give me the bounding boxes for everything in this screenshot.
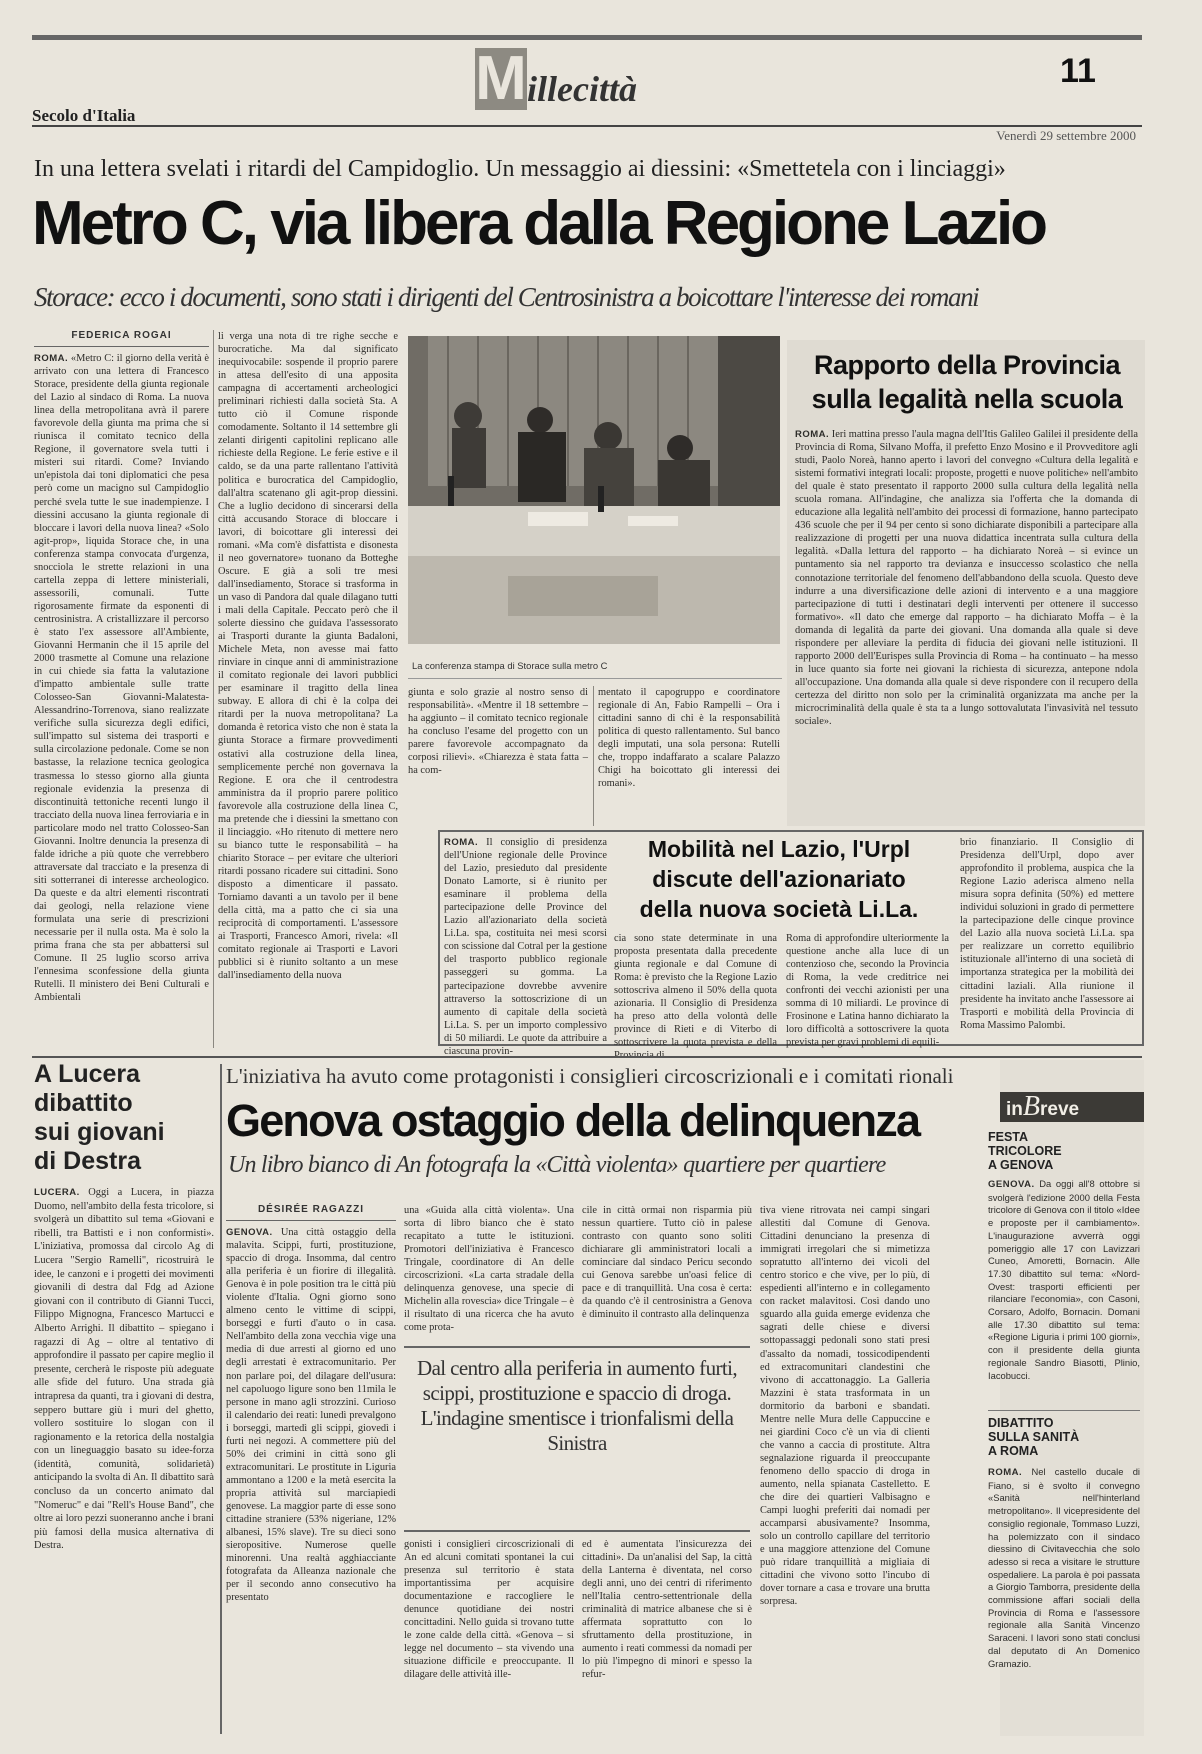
lucera-headline-1: A Lucera (34, 1060, 141, 1088)
main-col-2 (218, 330, 398, 1048)
issue-date: Venerdì 29 settembre 2000 (996, 128, 1136, 143)
main-col-3 (408, 686, 588, 826)
genova-col-4-text: tiva viene ritrovata nei campi singari allestiti dal Comune di Genova. Cittadini denunciano la presenza di immigrati irregolari che si mimetizza sopratutto all'interno dei vicoli del centro storico e che vive, per lo più, di espedienti all'interno e in collegamento con racket malavitosi. Così dando uno sguardo alla guida emerge evidenza che sagrati delle chiese e diversi sottopassaggi pedonali sono stati presi d'assalto da nomadi, tossicodipendenti ed extracomunitari clandestini che vivono di accattonaggio. La Galleria Mazzini è stata trasformata in un dormitorio da barboni e sbandati. Mentre nelle Mura delle Cappuccine e nei giardini Coco c'è un via di clienti che vanno a caccia di prostitute. Altra segnalazione riguarda il preoccupante fenomeno dello spaccio di droga in aumento, nella spianata Castelletto. E che dire dei quartieri Valbisagno e Campi luoghi preferiti dai nomadi per accamparsi abusivamente? Insomma, solo un controllo capillare del territorio e una maggiore attenzione del Comune può ridare tranquillità a migliaia di cittadini che vivono sotto l'incubo di dover tornare a casa e trovare una brutta sorpresa. (760, 1205, 930, 1608)
genova-callout: Dal centro alla periferia in aumento furti, scippi, prostituzione e spaccio di droga. L'indagine smentisce i trionfalismi della Sinistra (417, 1356, 737, 1455)
page-number: 11 (1060, 52, 1096, 90)
lucera-text (34, 1186, 214, 1553)
lucera-headline-3: sui giovani (34, 1118, 165, 1146)
genova-subheadline: Un libro bianco di An fotografa la «Città violenta» quartiere per quartiere (228, 1152, 886, 1178)
main-col-3-text: giunta e solo grazie al nostro senso di responsabilità». «Mentre il 18 settembre – ha aggiunto – il comitato tecnico regionale ha concluso l'esame del progetto con un parere favorevole accompagnato da corposi rilievi». «Chiarezza è stata fatta – ha com- (408, 687, 588, 777)
main-col-4-text: mentato il capogruppo e coordinatore regionale di An, Fabio Rampelli – Ora i cittadini sanno di chi è la responsabilità politica di questo rallentamento. Sul banco degli imputati, una sola persona: Rutelli che, troppo indaffarato a scalare Palazzo Chigi ha boicottato gli interessi dei romani». (598, 687, 780, 790)
genova-kicker: L'iniziativa ha avuto come protagonisti i consiglieri circoscrizionali e i comitati rionali (226, 1064, 954, 1088)
section-logo (475, 44, 637, 118)
mobilita-col-4 (960, 836, 1134, 1038)
in-breve-reve: reve (1040, 1099, 1080, 1120)
main-dateline: ROMA. (34, 353, 69, 364)
provincia-body-text: Ieri mattina presso l'aula magna dell'Itis Galileo Galilei il presidente della Provincia di Roma, Silvano Moffa, il prefetto Enzo Mosino e il Provveditore agli studi, Paolo Noreà, hanno aperto i lavori del convegno «Cultura della legalità e sistemi formativi integrati locali: proposte, progetti e nuove politiche» nell'ambito del quale è stato presentato il rapporto 2000 sulla cultura della legalità nella scuola romana. All'indagine, che analizza sia l'offerta che la domanda di educazione alla legalità nell'ambito dei processi di formazione, hanno partecipato 436 scuole che per il 94 per cento si sono dichiarate disponibili a partecipare alla realizzazione di progetti per una nuova didattica incentrata sulla cultura della legalità. «Dalla lettura del rapporto – ha dichiarato Noreà – si evince un puntamento sia nel rapporto tra devianza e insuccesso scolastico che nella connotazione territoriale del fenomeno dell'abbandono della scuola. Questo deve indurre a una diversificazione delle azioni di intervento e a una maggiore partecipazione di tutti i destinatari degli interventi per ottenere il successo formativo». «Il dato che emerge dal rapporto – ha dichiarato Moffa – è la domanda di legalità da parte dei giovani. Una domanda alla quale si deve rispondere per alleviare la perdita di fiducia dei giovani nelle istituzioni. Il rapporto 2000 dell'Eurispes sulla Provincia di Roma – ha continuato – ha messo in luce quanto sia forte nei giovani la richiesta di sicurezza, antepone ndola all'occupazione. Una domanda alla quale si deve rispondere con il recupero della certezza del diritto non solo per la criminalità organizzata ma anche per la microcriminalità della quale è sta ta a lungo sottovalutata l'invasività nel tessuto sociale». (795, 429, 1138, 728)
masthead-rule (32, 125, 1142, 127)
main-col-1 (34, 352, 209, 1048)
in-breve-in: in (1006, 1099, 1023, 1120)
lucera-headline-2: dibattito (34, 1089, 133, 1117)
top-rule (32, 35, 1142, 40)
main-subheadline: Storace: ecco i documenti, sono stati i dirigenti del Centrosinistra a boicottare l'interesse dei romani (34, 282, 979, 312)
breve-2-title (988, 1416, 1144, 1458)
byline-rule (34, 346, 209, 347)
photo-caption: La conferenza stampa di Storace sulla metro C (412, 660, 608, 671)
genova-col-1-text (226, 1226, 396, 1604)
provincia-text (795, 428, 1138, 728)
press-conference-photo (408, 336, 780, 644)
main-col-1-body: «Metro C: il giorno della verità è arrivato con una lettera di Francesco Storace, presidente della giunta regionale del Lazio al sindaco di Roma. La nuova linea della metropolitana avrà il parere favorevole della giunta ma prima che si riunisca il comitato tecnico della Regione, il governatore svela tutti i misteri sui ritardi. Come? Inviando un'epistola dai toni diplomatici che pesa però come un macigno sul Campidoglio perché svela tutte le sue inadempienze. I diessini accusano la giunta regionale di bloccare i lavori della nuova linea? «Solo agit-prop», liquida Storace che, in una conferenza stampa convocata d'urgenza, snocciola le strette relazioni in una cartella zeppa di lettere ministeriali, assessorili, comunali. Tutte rigorosamente firmate da esponenti di centrosinistra. A cristallizzare il percorso è stato l'ex assessore all'Ambiente, Giovanni Hermanin che il 15 aprile del 2000 trasmette al Comune una relazione in cui chiede sia fatta la valutazione d'impatto ambientale sulle tratte Colosseo-San Giovanni-Malatesta-Alessandrino-Torrenova, siano realizzate verifiche sulla sicurezza degli edifici, sull'impatto sul sistema dei trasporti e sulla circolazione pedonale. Come se non bastasse, la relazione tecnica geologica trasmessa lo stesso giorno alla giunta regionale evidenzia la presenza di discontinuità tettoniche recenti lungo il tracciato della nuova linea ferroviaria e in particolare modo nel tratto Colosseo-San Giovanni. Inoltre denuncia la presenza di falde idriche a più quote che verrebbero attraversate dal tracciato e la presenza di siti sotterranei di interesse archeologico. Da queste e da altri elementi riscontrati dai geologi, nella relazione viene formulata una serie di prescrizioni necessarie per il nulla osta. Ma è solo la prima frana che sta per abbattersi sul Comune. Il 25 luglio scorso arriva l'ennesima sconfessione della giunta Rutelli. Il ministero dei Beni Culturali e Ambientali (34, 353, 209, 1004)
mobilita-col-1 (444, 836, 607, 1057)
main-kicker: In una lettera svelati i ritardi del Campidoglio. Un messaggio ai diessini: «Smettetela con i linciaggi» (34, 156, 1006, 182)
genova-byline: DÉSIRÉE RAGAZZI (257, 1204, 365, 1215)
genova-col-5-text: gonisti i consiglieri circoscrizionali di An ed alcuni comitati spontanei la cui presenza sul territorio è stata importantissima per acquisire documentazione e raccogliere le denunce quotidiane dei nostri concittadini. Nello guida si trovano tutte le zone calde della città. «Genova – si legge nel documento – sta vivendo una situazione difficile e preoccupante. Il dilagare delle attività ille- (404, 1539, 574, 1681)
breve-2-title-3: A ROMA (988, 1444, 1039, 1458)
section-initial: M (475, 44, 527, 113)
breve-2-text (988, 1466, 1140, 1670)
lucera-body (34, 1186, 214, 1734)
breve-1-title-3: A GENOVA (988, 1158, 1054, 1172)
mobilita-col-3 (786, 932, 949, 1049)
breve-2-body-text: Nel castello ducale di Fiano, si è svolto il convegno «Sanità nell'hinterland metropolitano». Il vicepresidente del consiglio regionale, Tommaso Luzzi, ha polemizzato con il sindaco diessino di Civitavecchia che solo adesso si reca a visitare le strutture ospedaliere. La parola è poi passata a Giorgio Tamborra, presidente della commissione affari sociali della Provincia di Roma e l'assessore regionale alla Sanità Vincenzo Saraceni. I lavori sono stati conclusi dal deputato di An Domenico Gramazio. (988, 1466, 1140, 1669)
in-breve-header (1000, 1092, 1144, 1122)
breve-divider (988, 1410, 1140, 1411)
lucera-body-text: Oggi a Lucera, in piazza Duomo, nell'ambito della festa tricolore, si svolgerà un dibattito sul tema «Giovani e ribelli, tra Battisti e i non conformisti». L'iniziativa, promossa dal circolo Ag di Lucera "Sergio Ramelli", ricostruirà le idee, le canzoni e i progetti dei movimenti giovanili di destra dal Fdg ad Azione giovani con il contributo di Gianni Tucci, Filippo Mignogna, Francesco Martucci e Alberto Arrighi. Il dibattito – spiegano i ragazzi di Ag – oltre al tentativo di approfondire il passato per capire meglio il presente, cercherà le risposte più adeguate alle sfide del futuro. Una strada già intrapresa da quanti, tra i giovani di destra, seppero buttare giù i muri del ghetto, vollero sostituire lo slogan con il ragionamento e la retorica della nostalgia con un lineguaggio basato su idee-forza (identità, comunità, solidarietà) anticipando la svolta di An. Il dibattito sarà concluso da un concerto animato dal "Nomeruc" e dai "Rell's House Band", che oltre ai loro pezzi suoneranno anche i brani più famosi della musica alternativa di Destra. (34, 1187, 214, 1552)
provincia-headline-1: Rapporto della Provincia (813, 350, 1121, 380)
genova-headline: Genova ostaggio della delinquenza (226, 1095, 920, 1146)
genova-col-1-body: Una città ostaggio della malavita. Scippi, furti, prostituzione, spaccio di droga. Insomma, dal centro alla periferia è un fiorire di illegalità. Genova è in pole position tra le città più violente d'Italia. Ogni giorno sono almeno cento le vittime di scippi, borseggi e furti d'auto o in casa. Nell'ambito della zona vecchia vige una media di due arresti al giorno ed uno degli arrestati è extracomunitario. Per non parlare poi, del dilagare dell'usura: nel capoluogo ligure sono ben 11mila le persone in mano agli strozzini. Curioso il calendario dei reati: lunedì prevalgono i borseggi, martedì gli scippi, giovedì i furti nei negozi. A commettere più del 50% dei crimini in città sono gli extracomunitari. Le prostitute in Liguria ammontano a 1200 e la metà esercita la propria attività sul marciapiedi genovese. La maggior parte di esse sono cittadine straniere (53% nigeriane, 12% albanesi, 15% slave). Tre su dieci sono sieropositive. Numerose quelle minorenni. Una realtà agghiacciante fotografata da Alleanza nazionale che per il secondo anno consecutivo ha presentato (226, 1227, 396, 1604)
breve-1-title (988, 1130, 1144, 1172)
breve-1-body-text: Da oggi all'8 ottobre si svolgerà l'edizione 2000 della Festa tricolore di Genova con il titolo «Idee e proposte per il cambiamento». L'inaugurazione avverrà oggi pomeriggio alle 17 con Lavizzari Cuneo, Amoretti, Bornacin. Alle 17.30 dibattito sul tema: «Nord-Ovest: trasporti efficienti per rilanciare l'economia», con Casoni, Corsaro, Adolfo, Bornacin. Domani alle 17.30 dibattito sul tema: «Regione Liguria i primi 100 giorni», con il presidente della giunta regionale Sandro Biasotti, Plinio, Iacobucci. (988, 1178, 1140, 1381)
mobilita-headline-2: discute dell'azionariato (652, 866, 906, 892)
genova-col-2-text: una «Guida alla città violenta». Una sorta di libro bianco che è stato recapitato a tutte le istituzioni. Promotori dell'iniziativa è Francesco Tringale, coordinatore di An delle circoscrizioni. «La carta stradale della delinquenza genovese, una specie di Michelin alla rovescia» dice Tringale – è il risultato di una ricerca che ha avuto come prota- (404, 1205, 574, 1334)
mobilita-col-2-text: cia sono state determinate in una proposta presentata dalla precedente giunta regionale e dal Comune di Roma: è previsto che la Regione Lazio sottoscriva almeno il 50% della quota azionaria. Il Consiglio di Presidenza ha preso atto della volontà delle province di Rieti e di Viterbo di sottoscrivere la quota prevista e della Provincia di (614, 933, 777, 1062)
provincia-headline-2: sulla legalità nella scuola (811, 384, 1123, 414)
section-name: illecittà (527, 69, 637, 109)
genova-col-1 (226, 1226, 396, 1736)
genova-col-5 (404, 1538, 574, 1736)
main-headline: Metro C, via libera dalla Regione Lazio (32, 189, 1046, 258)
mobilita-col-3-text: Roma di approfondire ulteriormente la questione anche alla luce di un contenzioso che, secondo la Provincia di Roma, la vede creditrice nei confronti dei vecchi azionisti per una somma di 10 miliardi. Le province di Frosinone e Latina hanno dichiarato la loro difficoltà a sottoscrivere la quota prevista per gravi problemi di equili- (786, 933, 949, 1049)
breve-1-title-1: FESTA (988, 1130, 1029, 1144)
col-divider (593, 686, 594, 826)
photo-scene (408, 336, 780, 644)
provincia-body (795, 428, 1138, 820)
section-rule (32, 1056, 1142, 1058)
mobilita-headline-1: Mobilità nel Lazio, l'Urpl (647, 836, 911, 862)
breve-1-text (988, 1178, 1140, 1382)
newspaper-name: Secolo d'Italia (32, 106, 136, 125)
mobilita-col-1-body: Il consiglio di presidenza dell'Unione regionale delle Province del Lazio, presieduto dal presidente Donato Lamorte, si è riunito per esaminare il problema della partecipazione delle Province del Lazio all'azionariato della società Li.La. spa, costituita nei mesi scorsi con scissione dal Cotral per la gestione del trasporto pubblico regionale passeggeri su gomma. La partecipazione dovrebbe avvenire attraverso la sottoscrizione di un aumento di capitale della società Li.La. S. per un importo complessivo di 50 miliardi. Le quote da attribuire a ciascuna provin- (444, 837, 607, 1057)
main-col-4 (598, 686, 780, 826)
genova-col-3 (582, 1204, 752, 1334)
genova-dateline: GENOVA. (226, 1227, 273, 1238)
lucera-headline (34, 1060, 214, 1176)
genova-col-4 (760, 1204, 930, 1736)
breve-1-dateline: GENOVA. (988, 1179, 1035, 1190)
in-breve-b: B (1022, 1091, 1040, 1122)
provincia-dateline: ROMA. (795, 429, 830, 440)
mobilita-col-4-text: brio finanziario. Il Consiglio di Presidenza dell'Urpl, dopo aver approfondito il problema, auspica che la Regione Lazio aderisca almeno nella misura sopra definita (50%) ed mettere individui soluzioni in grado di permettere la partecipazione delle cinque province del Lazio alla nuova società Li.La. spa per realizzare un corretto equilibrio istituzionale all'interno di una società di importanza strategica per la mobilità dei cittadini laziali. Alla riunione il presidente ha invitato anche l'assessore ai Trasporti e mobilità della Provincia di Roma Massimo Palombi. (960, 837, 1134, 1031)
mobilita-col-2 (614, 932, 777, 1062)
lucera-headline-4: di Destra (34, 1147, 141, 1175)
main-col-1-text (34, 352, 209, 1004)
breve-2-title-1: DIBATTITO (988, 1416, 1054, 1430)
col-divider (213, 330, 214, 1048)
genova-col-6-text: ed è aumentata l'insicurezza dei cittadini». Da un'analisi del Sap, la città della Lanterna è diventata, nel corso degli anni, uno dei centri di riferimento nell'Italia centro-settentrionale della criminalità di matrice albanese che si è affermata soprattutto con lo sfruttamento della prostituzione, in aumento i reati commessi da nomadi per lo più l'impegno di minori e spesso la refur- (582, 1539, 752, 1681)
breve-1-title-2: TRICOLORE (988, 1144, 1062, 1158)
main-col-2-text: li verga una nota di tre righe secche e burocratiche. Ma dal significato inequivocabile: sospende il proprio parere in attesa dell'esito di una apposita campagna di accertamenti archeologici preliminari richiesti dalla società Sta. A tutto ciò il Comune risponde comodamente. Soltanto il 14 settembre gli zelanti dirigenti capitolini replicano alle richieste della Regione. Le ferie estive e il caldo, se da una parte rallentano l'attività politica e burocratica del Campidoglio, dall'altra scatenano gli agit-prop diessini. Che a luglio decidono di sincerarsi della città accusando Storace di bloccare i lavori, di boicottare gli interessi dei romani. «Ma com'è disfattista e disonesta il neo governatore» tuonano da Botteghe Oscure. E già a soli tre mesi dall'insediamento, Storace si trasforma in un vaso di Pandora dal quale dilagano tutti i mali della Capitale. Peccato però che il solerte diessino che guidava l'assessorato ai Trasporti durante la giunta Badaloni, Michele Meta, non avesse mai fatto rinviare in cinque anni di amministrazione il comitato regionale dei lavori pubblici per esaminare il tragitto della linea subway. E allora di chi è la colpa dei ritardi per la nuova metropolitana? La domanda è retorica visto che non è stata la giunta Storace a firmare provvedimenti ostativi alla costruzione della linea, semplicemente perché non governava la Regione. E ora che il centrodestra amministra da il proprio parere politico favorevole alla costruzione della linea C, ma pretende che i diessini la smettano con il linciaggio. «Ho ritenuto di mettere nero su bianco tutte le responsabilità – ha chiarito Storace – per evitare che ulteriori ritardi possano ricadere sui cittadini. Sono disposto a dimenticare il passato. Torniamo davanti a un tavolo per il bene della città, ma a patto che ci sia una reciprocità di comportamenti. L'assessore ai Trasporti, Francesco Amori, rivela: «Il comitato regionale ai Trasporti e Lavori pubblici si è riunito soltanto a un mese dall'insediamento della nuova (218, 331, 398, 982)
breve-2-title-2: SULLA SANITÀ (988, 1430, 1080, 1444)
mobilita-headline-3: della nuova società Li.La. (639, 896, 919, 922)
genova-byline-rule (226, 1220, 396, 1221)
mobilita-col-1-text (444, 836, 607, 1058)
genova-col-2 (404, 1204, 574, 1334)
genova-col-6 (582, 1538, 752, 1736)
breve-2-dateline: ROMA. (988, 1467, 1023, 1478)
lucera-dateline: LUCERA. (34, 1187, 80, 1198)
caption-rule (408, 678, 782, 679)
main-byline: FEDERICA ROGAI (71, 330, 172, 341)
genova-col-3-text: cile in città ormai non risparmia più nessun quartiere. Tutto ciò in palese contrasto con quanto sono soliti dichiarare gli amministratori locali a cominciare dal sindaco Pericu secondo cui Genova sarebbe un'oasi felice di pace e di tranquillità. Una cosa è certa: da quando c'è il centrosinistra a Genova è diminuito il contrasto alla delinquenza (582, 1205, 752, 1321)
lucera-divider (220, 1064, 222, 1734)
mobilita-dateline: ROMA. (444, 837, 479, 848)
breve-2-body (988, 1466, 1140, 1734)
breve-1-body (988, 1178, 1140, 1404)
